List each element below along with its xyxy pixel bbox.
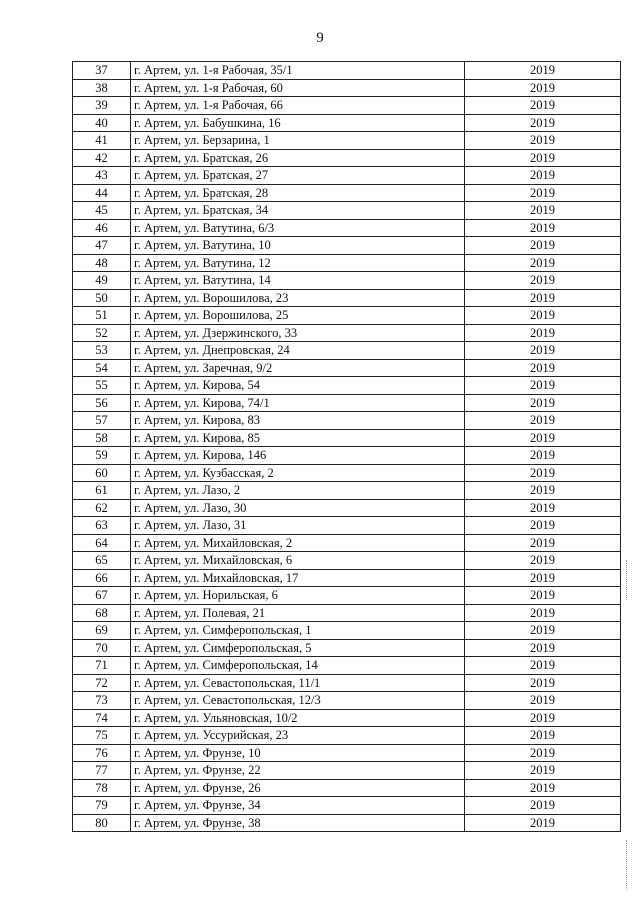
year-cell: 2019 xyxy=(465,814,621,832)
address-cell: г. Артем, ул. Ульяновская, 10/2 xyxy=(131,709,465,727)
year-cell: 2019 xyxy=(465,132,621,150)
table-row xyxy=(73,464,621,482)
scan-edge-mark xyxy=(626,840,628,890)
table-row xyxy=(73,674,621,692)
table-row xyxy=(73,272,621,290)
row-number-cell: 52 xyxy=(73,324,131,342)
year-cell: 2019 xyxy=(465,289,621,307)
address-cell: г. Артем, ул. Севастопольская, 12/3 xyxy=(131,692,465,710)
row-number-cell: 79 xyxy=(73,797,131,815)
address-cell: г. Артем, ул. Полевая, 21 xyxy=(131,604,465,622)
table-row xyxy=(73,429,621,447)
address-cell: г. Артем, ул. Заречная, 9/2 xyxy=(131,359,465,377)
table-row xyxy=(73,499,621,517)
row-number-cell: 67 xyxy=(73,587,131,605)
year-cell: 2019 xyxy=(465,499,621,517)
row-number-cell: 80 xyxy=(73,814,131,832)
row-number-cell: 70 xyxy=(73,639,131,657)
address-cell: г. Артем, ул. Кирова, 83 xyxy=(131,412,465,430)
year-cell: 2019 xyxy=(465,709,621,727)
address-cell: г. Артем, ул. Бабушкина, 16 xyxy=(131,114,465,132)
address-cell: г. Артем, ул. Кирова, 146 xyxy=(131,447,465,465)
year-cell: 2019 xyxy=(465,779,621,797)
address-cell: г. Артем, ул. Ватутина, 6/3 xyxy=(131,219,465,237)
row-number-cell: 42 xyxy=(73,149,131,167)
table-row xyxy=(73,149,621,167)
row-number-cell: 60 xyxy=(73,464,131,482)
address-cell: г. Артем, ул. Фрунзе, 38 xyxy=(131,814,465,832)
table-row xyxy=(73,709,621,727)
table-row xyxy=(73,447,621,465)
table-row xyxy=(73,359,621,377)
table-row xyxy=(73,342,621,360)
year-cell: 2019 xyxy=(465,657,621,675)
year-cell: 2019 xyxy=(465,692,621,710)
address-cell: г. Артем, ул. Днепровская, 24 xyxy=(131,342,465,360)
address-cell: г. Артем, ул. Дзержинского, 33 xyxy=(131,324,465,342)
address-cell: г. Артем, ул. Лазо, 30 xyxy=(131,499,465,517)
table-row xyxy=(73,184,621,202)
table-row xyxy=(73,657,621,675)
row-number-cell: 68 xyxy=(73,604,131,622)
row-number-cell: 46 xyxy=(73,219,131,237)
address-cell: г. Артем, ул. Ватутина, 14 xyxy=(131,272,465,290)
address-cell: г. Артем, ул. Кирова, 74/1 xyxy=(131,394,465,412)
row-number-cell: 41 xyxy=(73,132,131,150)
row-number-cell: 40 xyxy=(73,114,131,132)
row-number-cell: 59 xyxy=(73,447,131,465)
year-cell: 2019 xyxy=(465,412,621,430)
row-number-cell: 54 xyxy=(73,359,131,377)
table-row xyxy=(73,779,621,797)
address-cell: г. Артем, ул. Михайловская, 17 xyxy=(131,569,465,587)
table-row xyxy=(73,604,621,622)
year-cell: 2019 xyxy=(465,622,621,640)
year-cell: 2019 xyxy=(465,552,621,570)
year-cell: 2019 xyxy=(465,482,621,500)
row-number-cell: 53 xyxy=(73,342,131,360)
row-number-cell: 55 xyxy=(73,377,131,395)
year-cell: 2019 xyxy=(465,727,621,745)
address-cell: г. Артем, ул. Кирова, 54 xyxy=(131,377,465,395)
row-number-cell: 74 xyxy=(73,709,131,727)
year-cell: 2019 xyxy=(465,377,621,395)
table-row xyxy=(73,324,621,342)
year-cell: 2019 xyxy=(465,534,621,552)
table-row xyxy=(73,97,621,115)
row-number-cell: 38 xyxy=(73,79,131,97)
year-cell: 2019 xyxy=(465,254,621,272)
year-cell: 2019 xyxy=(465,744,621,762)
year-cell: 2019 xyxy=(465,272,621,290)
year-cell: 2019 xyxy=(465,114,621,132)
table-row xyxy=(73,692,621,710)
row-number-cell: 47 xyxy=(73,237,131,255)
address-cell: г. Артем, ул. 1-я Рабочая, 35/1 xyxy=(131,62,465,80)
row-number-cell: 72 xyxy=(73,674,131,692)
address-cell: г. Артем, ул. Братская, 28 xyxy=(131,184,465,202)
row-number-cell: 37 xyxy=(73,62,131,80)
table-row xyxy=(73,219,621,237)
row-number-cell: 62 xyxy=(73,499,131,517)
year-cell: 2019 xyxy=(465,307,621,325)
address-cell: г. Артем, ул. Братская, 34 xyxy=(131,202,465,220)
address-cell: г. Артем, ул. Лазо, 31 xyxy=(131,517,465,535)
table-row xyxy=(73,254,621,272)
address-cell: г. Артем, ул. Уссурийская, 23 xyxy=(131,727,465,745)
year-cell: 2019 xyxy=(465,674,621,692)
row-number-cell: 45 xyxy=(73,202,131,220)
address-cell: г. Артем, ул. Братская, 27 xyxy=(131,167,465,185)
address-cell: г. Артем, ул. Кузбасская, 2 xyxy=(131,464,465,482)
year-cell: 2019 xyxy=(465,97,621,115)
table-row xyxy=(73,814,621,832)
table-row xyxy=(73,202,621,220)
year-cell: 2019 xyxy=(465,517,621,535)
row-number-cell: 78 xyxy=(73,779,131,797)
table-row xyxy=(73,62,621,80)
row-number-cell: 51 xyxy=(73,307,131,325)
table-row xyxy=(73,534,621,552)
table-row xyxy=(73,237,621,255)
address-cell: г. Артем, ул. Берзарина, 1 xyxy=(131,132,465,150)
table-row xyxy=(73,132,621,150)
row-number-cell: 61 xyxy=(73,482,131,500)
table-row xyxy=(73,744,621,762)
row-number-cell: 44 xyxy=(73,184,131,202)
row-number-cell: 76 xyxy=(73,744,131,762)
table-row xyxy=(73,762,621,780)
table-row xyxy=(73,79,621,97)
table-row xyxy=(73,114,621,132)
table-row xyxy=(73,797,621,815)
row-number-cell: 58 xyxy=(73,429,131,447)
row-number-cell: 75 xyxy=(73,727,131,745)
address-cell: г. Артем, ул. Ворошилова, 23 xyxy=(131,289,465,307)
table-row xyxy=(73,289,621,307)
table-row xyxy=(73,517,621,535)
table-row xyxy=(73,412,621,430)
address-cell: г. Артем, ул. Севастопольская, 11/1 xyxy=(131,674,465,692)
row-number-cell: 49 xyxy=(73,272,131,290)
table-row xyxy=(73,569,621,587)
row-number-cell: 50 xyxy=(73,289,131,307)
address-cell: г. Артем, ул. Ватутина, 12 xyxy=(131,254,465,272)
table-row xyxy=(73,394,621,412)
address-cell: г. Артем, ул. Фрунзе, 10 xyxy=(131,744,465,762)
year-cell: 2019 xyxy=(465,359,621,377)
year-cell: 2019 xyxy=(465,569,621,587)
year-cell: 2019 xyxy=(465,394,621,412)
year-cell: 2019 xyxy=(465,429,621,447)
address-cell: г. Артем, ул. Фрунзе, 22 xyxy=(131,762,465,780)
address-cell: г. Артем, ул. Симферопольская, 1 xyxy=(131,622,465,640)
address-cell: г. Артем, ул. Михайловская, 2 xyxy=(131,534,465,552)
address-cell: г. Артем, ул. Симферопольская, 5 xyxy=(131,639,465,657)
year-cell: 2019 xyxy=(465,797,621,815)
year-cell: 2019 xyxy=(465,237,621,255)
year-cell: 2019 xyxy=(465,587,621,605)
year-cell: 2019 xyxy=(465,639,621,657)
row-number-cell: 48 xyxy=(73,254,131,272)
year-cell: 2019 xyxy=(465,447,621,465)
table-row xyxy=(73,622,621,640)
table-row xyxy=(73,639,621,657)
scan-edge-mark xyxy=(626,560,628,600)
row-number-cell: 64 xyxy=(73,534,131,552)
row-number-cell: 56 xyxy=(73,394,131,412)
table-row xyxy=(73,307,621,325)
address-cell: г. Артем, ул. 1-я Рабочая, 66 xyxy=(131,97,465,115)
row-number-cell: 66 xyxy=(73,569,131,587)
year-cell: 2019 xyxy=(465,762,621,780)
year-cell: 2019 xyxy=(465,62,621,80)
table-row xyxy=(73,587,621,605)
row-number-cell: 65 xyxy=(73,552,131,570)
address-cell: г. Артем, ул. Ватутина, 10 xyxy=(131,237,465,255)
table-row xyxy=(73,377,621,395)
row-number-cell: 39 xyxy=(73,97,131,115)
address-cell: г. Артем, ул. Фрунзе, 34 xyxy=(131,797,465,815)
table-row xyxy=(73,727,621,745)
row-number-cell: 43 xyxy=(73,167,131,185)
address-cell: г. Артем, ул. 1-я Рабочая, 60 xyxy=(131,79,465,97)
year-cell: 2019 xyxy=(465,184,621,202)
row-number-cell: 77 xyxy=(73,762,131,780)
table-row xyxy=(73,552,621,570)
table-row xyxy=(73,167,621,185)
year-cell: 2019 xyxy=(465,324,621,342)
row-number-cell: 63 xyxy=(73,517,131,535)
address-cell: г. Артем, ул. Симферопольская, 14 xyxy=(131,657,465,675)
year-cell: 2019 xyxy=(465,604,621,622)
address-cell: г. Артем, ул. Фрунзе, 26 xyxy=(131,779,465,797)
row-number-cell: 71 xyxy=(73,657,131,675)
address-cell: г. Артем, ул. Михайловская, 6 xyxy=(131,552,465,570)
year-cell: 2019 xyxy=(465,219,621,237)
address-table xyxy=(72,61,621,832)
address-cell: г. Артем, ул. Лазо, 2 xyxy=(131,482,465,500)
address-cell: г. Артем, ул. Кирова, 85 xyxy=(131,429,465,447)
row-number-cell: 57 xyxy=(73,412,131,430)
year-cell: 2019 xyxy=(465,79,621,97)
address-cell: г. Артем, ул. Норильская, 6 xyxy=(131,587,465,605)
row-number-cell: 73 xyxy=(73,692,131,710)
year-cell: 2019 xyxy=(465,202,621,220)
table-row xyxy=(73,482,621,500)
page-number: 9 xyxy=(316,30,324,46)
row-number-cell: 69 xyxy=(73,622,131,640)
year-cell: 2019 xyxy=(465,342,621,360)
address-table-body xyxy=(73,62,621,832)
address-cell: г. Артем, ул. Ворошилова, 25 xyxy=(131,307,465,325)
address-cell: г. Артем, ул. Братская, 26 xyxy=(131,149,465,167)
year-cell: 2019 xyxy=(465,167,621,185)
year-cell: 2019 xyxy=(465,464,621,482)
year-cell: 2019 xyxy=(465,149,621,167)
